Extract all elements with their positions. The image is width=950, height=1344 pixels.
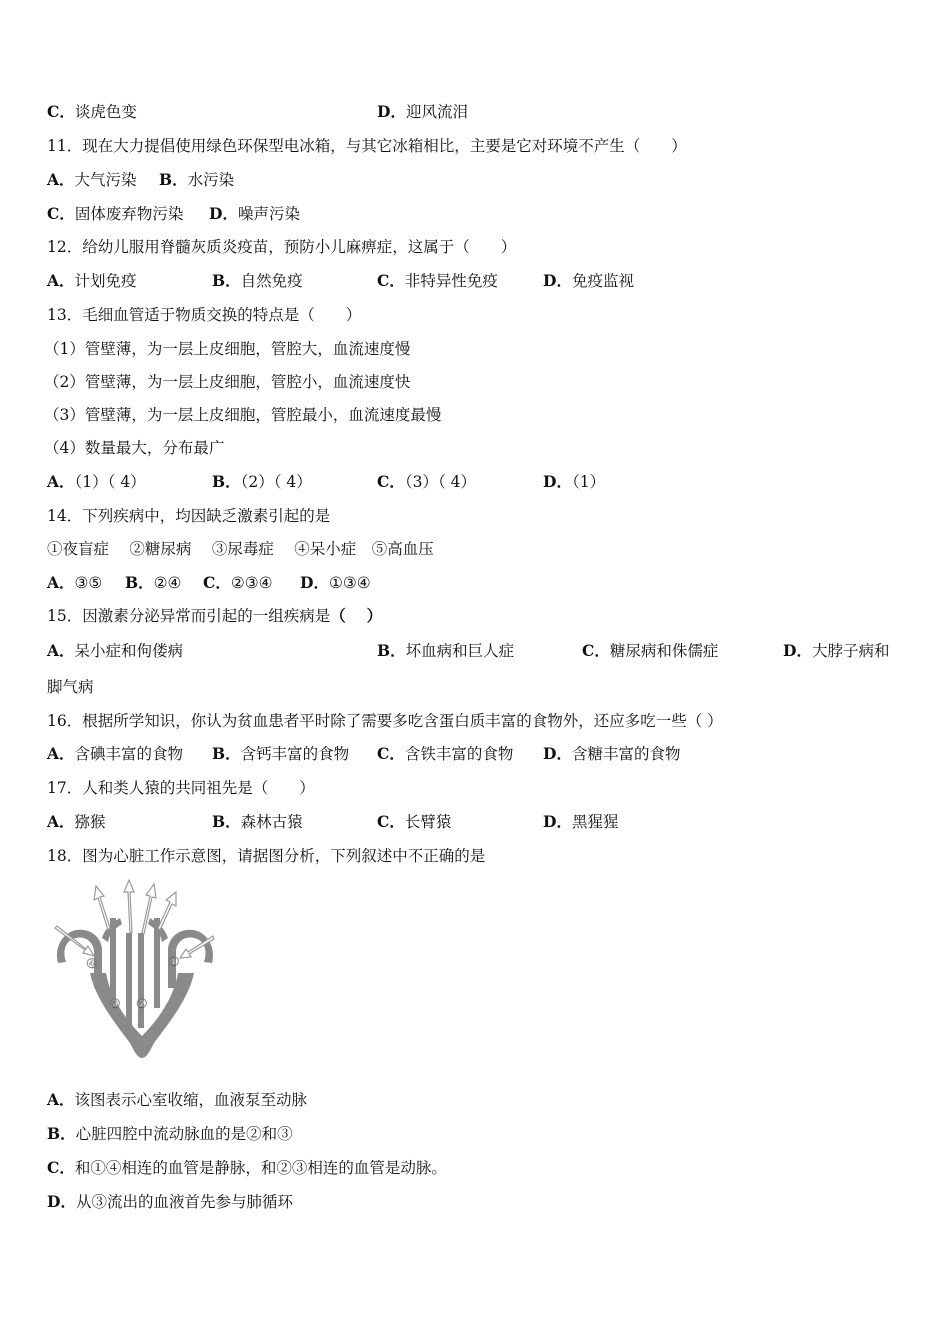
option-letter: A． bbox=[47, 1090, 75, 1109]
option-text: 从③流出的血液首先参与肺循环 bbox=[75, 1193, 293, 1211]
q11-option-b bbox=[159, 170, 234, 190]
option-letter: C． bbox=[377, 472, 405, 491]
option-text: 糖尿病和侏儒症 bbox=[609, 642, 719, 660]
option-text: 含铁丰富的食物 bbox=[404, 745, 514, 763]
option-letter: A． bbox=[47, 170, 75, 189]
option-letter: C． bbox=[47, 102, 75, 121]
option-text: 非特异性免疫 bbox=[404, 272, 498, 290]
option-text: 含钙丰富的食物 bbox=[240, 745, 350, 763]
option-text: 大脖子病和 bbox=[811, 642, 890, 660]
option-text: 计划免疫 bbox=[74, 272, 137, 290]
q12-option-c bbox=[377, 271, 498, 291]
option-text: （1）（ 4） bbox=[74, 473, 146, 491]
q15-option-d bbox=[783, 641, 889, 661]
q13-option-d bbox=[543, 472, 605, 492]
q12-option-b bbox=[212, 271, 303, 291]
answer-paren: （ ） bbox=[330, 606, 383, 625]
center-vessel-right bbox=[138, 933, 144, 1028]
q13-option-b bbox=[212, 472, 312, 492]
center-vessel-left bbox=[126, 933, 132, 1028]
option-letter: C． bbox=[582, 641, 610, 660]
option-letter: B． bbox=[212, 271, 241, 290]
q12-stem: 12．给幼儿服用脊髓灰质炎疫苗，预防小儿麻痹症，这属于（ ） bbox=[47, 238, 517, 256]
q15-option-a bbox=[47, 641, 183, 661]
option-text: 猕猴 bbox=[74, 813, 106, 831]
option-text: 谈虎色变 bbox=[74, 103, 137, 121]
q15-stem bbox=[47, 606, 382, 626]
option-letter: D． bbox=[543, 271, 572, 290]
chamber-label-2: ② bbox=[136, 997, 148, 1012]
q12-option-d bbox=[543, 271, 634, 291]
q12-option-a bbox=[47, 271, 137, 291]
option-letter: A． bbox=[47, 744, 75, 763]
q11-option-c bbox=[47, 204, 183, 224]
q13-option-a bbox=[47, 472, 146, 492]
option-text: 噪声污染 bbox=[237, 205, 300, 223]
option-text: ②③④ bbox=[230, 574, 273, 592]
option-text: ②④ bbox=[153, 574, 182, 592]
option-text: 固体废弃物污染 bbox=[74, 205, 184, 223]
option-text: 心脏四腔中流动脉血的是②和③ bbox=[75, 1125, 293, 1143]
option-text: 呆小症和佝偻病 bbox=[74, 642, 184, 660]
option-text: 大气污染 bbox=[74, 171, 137, 189]
chamber-label-3: ③ bbox=[109, 997, 121, 1012]
chamber-label-1: ① bbox=[168, 955, 180, 970]
option-letter: B． bbox=[125, 573, 154, 592]
heart-diagram bbox=[50, 878, 220, 1068]
option-letter: D． bbox=[300, 573, 329, 592]
option-text: （2）（ 4） bbox=[240, 473, 312, 491]
arrow-up-right bbox=[158, 892, 176, 930]
option-letter: C． bbox=[47, 1158, 75, 1177]
q14-diseases: ①夜盲症 ②糖尿病 ③尿毒症 ④呆小症 ⑤高血压 bbox=[47, 540, 434, 558]
option-letter: A． bbox=[47, 641, 75, 660]
q15-option-d-continued: 脚气病 bbox=[47, 678, 94, 696]
option-letter: B． bbox=[159, 170, 188, 189]
q18-option-b bbox=[47, 1124, 293, 1144]
option-letter: B． bbox=[377, 641, 406, 660]
q17-option-d bbox=[543, 812, 618, 832]
q17-option-b bbox=[212, 812, 303, 832]
q17-option-a bbox=[47, 812, 106, 832]
q14-option-c bbox=[203, 573, 273, 593]
q13-item: （2）管壁薄，为一层上皮细胞，管腔小，血流速度快 bbox=[44, 373, 411, 391]
option-letter: D． bbox=[209, 204, 238, 223]
q13-option-c bbox=[377, 472, 476, 492]
q14-option-b bbox=[125, 573, 181, 593]
option-text: 黑猩猩 bbox=[571, 813, 619, 831]
q16-option-b bbox=[212, 744, 349, 764]
q13-stem: 13．毛细血管适于物质交换的特点是（ ） bbox=[47, 306, 362, 324]
option-text: 自然免疫 bbox=[240, 272, 303, 290]
option-text: 含糖丰富的食物 bbox=[571, 745, 681, 763]
option-text: 长臂猿 bbox=[404, 813, 452, 831]
option-letter: B． bbox=[212, 472, 241, 491]
option-text: 免疫监视 bbox=[571, 272, 634, 290]
option-letter: B． bbox=[212, 744, 241, 763]
q13-item: （4）数量最大，分布最广 bbox=[44, 439, 225, 457]
arrow-up-center-left bbox=[124, 880, 134, 933]
q17-stem: 17．人和类人猿的共同祖先是（ ） bbox=[47, 779, 315, 797]
q11-stem: 11．现在大力提倡使用绿色环保型电冰箱，与其它冰箱相比，主要是它对环境不产生（ ） bbox=[47, 137, 687, 155]
q11-option-a bbox=[47, 170, 137, 190]
q14-option-d bbox=[300, 573, 371, 593]
option-text: ③⑤ bbox=[74, 574, 103, 592]
stem-text: 15．因激素分泌异常而引起的一组疾病是 bbox=[47, 607, 331, 625]
option-letter: D． bbox=[543, 744, 572, 763]
option-letter: C． bbox=[377, 744, 405, 763]
option-letter: D． bbox=[377, 102, 406, 121]
option-letter: D． bbox=[47, 1192, 76, 1211]
option-text: （3）（ 4） bbox=[404, 473, 476, 491]
q15-option-b bbox=[377, 641, 514, 661]
option-letter: A． bbox=[47, 472, 75, 491]
option-text: 迎风流泪 bbox=[405, 103, 468, 121]
q14-option-a bbox=[47, 573, 102, 593]
option-text: 含碘丰富的食物 bbox=[74, 745, 184, 763]
q14-stem: 14．下列疾病中，均因缺乏激素引起的是 bbox=[47, 507, 331, 525]
q18-option-a bbox=[47, 1090, 307, 1110]
option-letter: D． bbox=[543, 812, 572, 831]
q17-option-c bbox=[377, 812, 451, 832]
q10-option-d bbox=[377, 102, 468, 122]
option-text: 坏血病和巨人症 bbox=[405, 642, 515, 660]
option-letter: D． bbox=[783, 641, 812, 660]
option-text: 该图表示心室收缩，血液泵至动脉 bbox=[74, 1091, 308, 1109]
option-text: 和①④相连的血管是静脉，和②③相连的血管是动脉。 bbox=[74, 1159, 447, 1177]
option-letter: A． bbox=[47, 271, 75, 290]
q16-option-c bbox=[377, 744, 513, 764]
option-letter: C． bbox=[377, 271, 405, 290]
arrow-up-left bbox=[94, 886, 110, 930]
option-text: 水污染 bbox=[187, 171, 235, 189]
option-text: 森林古猿 bbox=[240, 813, 303, 831]
option-letter: B． bbox=[47, 1124, 76, 1143]
option-letter: C． bbox=[377, 812, 405, 831]
q16-option-d bbox=[543, 744, 680, 764]
q18-option-d bbox=[47, 1192, 293, 1212]
option-letter: B． bbox=[212, 812, 241, 831]
q13-item: （3）管壁薄，为一层上皮细胞，管腔最小，血流速度最慢 bbox=[44, 406, 442, 424]
option-letter: C． bbox=[47, 204, 75, 223]
q10-option-c bbox=[47, 102, 137, 122]
q11-option-d bbox=[209, 204, 300, 224]
option-letter: A． bbox=[47, 812, 75, 831]
option-text: ①③④ bbox=[328, 574, 371, 592]
q18-stem: 18．图为心脏工作示意图，请据图分析，下列叙述中不正确的是 bbox=[47, 847, 486, 865]
q13-item: （1）管壁薄，为一层上皮细胞，管腔大，血流速度慢 bbox=[44, 340, 411, 358]
chamber-label-4: ④ bbox=[86, 957, 98, 972]
option-text: （1） bbox=[571, 473, 606, 491]
q16-option-a bbox=[47, 744, 183, 764]
option-letter: C． bbox=[203, 573, 231, 592]
option-letter: D． bbox=[543, 472, 572, 491]
q16-stem: 16．根据所学知识，你认为贫血患者平时除了需要多吃含蛋白质丰富的食物外，还应多吃一些（ ） bbox=[47, 712, 723, 730]
q18-option-c bbox=[47, 1158, 447, 1178]
q15-option-c bbox=[582, 641, 718, 661]
option-letter: A． bbox=[47, 573, 75, 592]
